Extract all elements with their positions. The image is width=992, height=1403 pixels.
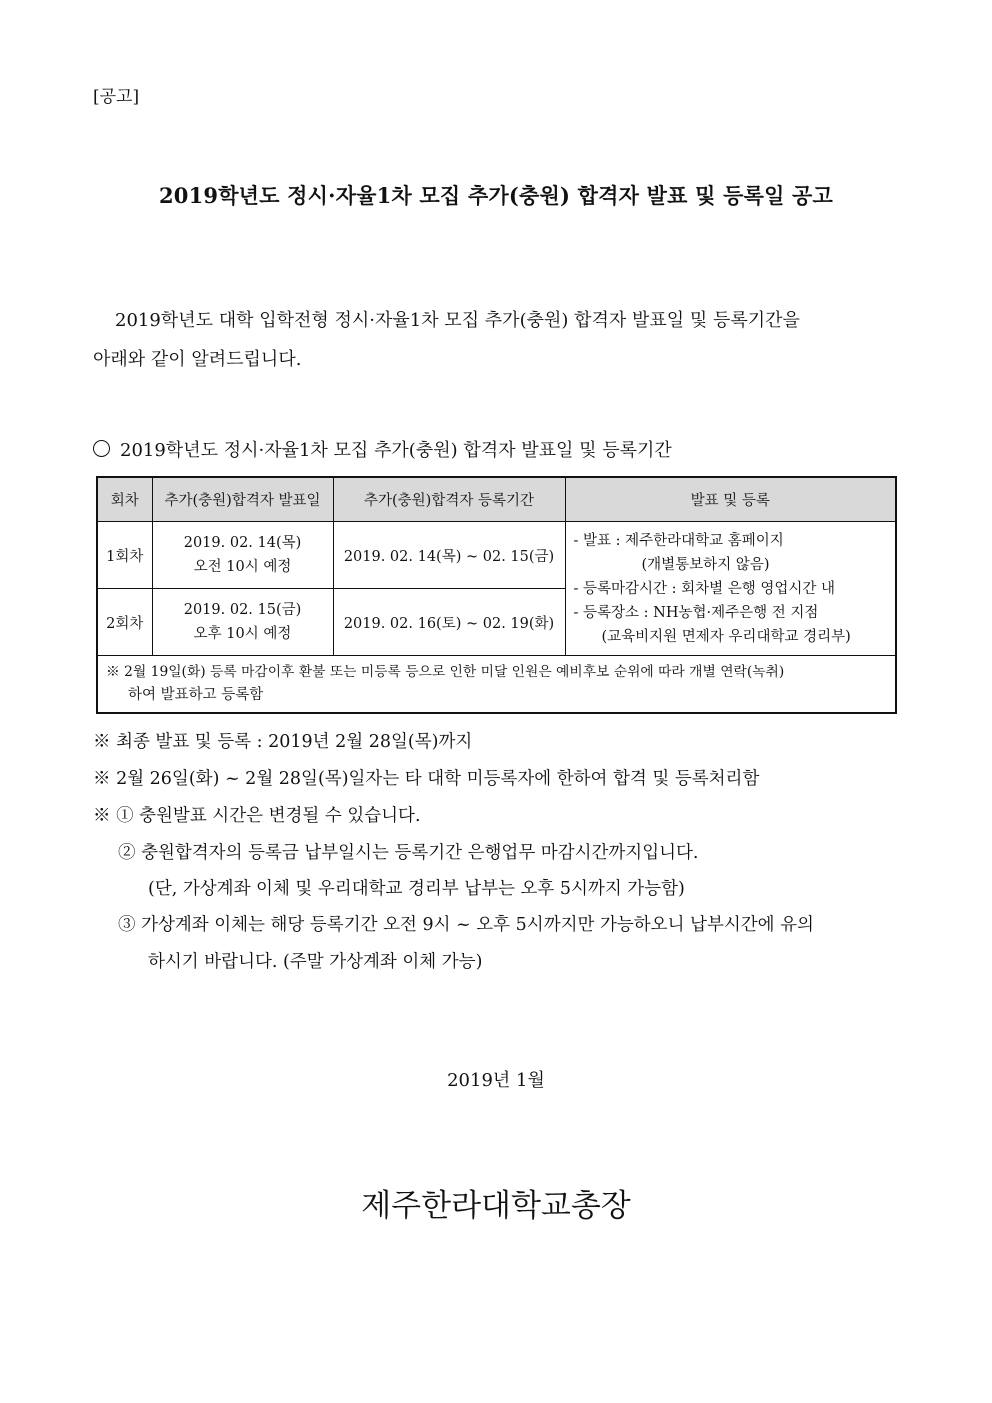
table-note-row	[97, 656, 896, 714]
note-item-2: ② 충원합격자의 등록금 납부일시는 등록기간 은행업무 마감시간까지입니다.	[118, 843, 699, 863]
info-line: (교육비지원 면제자 우리대학교 경리부)	[601, 628, 851, 645]
header-announce-register: 발표 및 등록	[565, 477, 896, 522]
table-header-row	[97, 477, 896, 522]
note-item-2-sub: (단, 가상계좌 이체 및 우리대학교 경리부 납부는 오후 5시까지 가능함)	[148, 879, 685, 899]
note-item-1: ※ ① 충원발표 시간은 변경될 수 있습니다.	[93, 806, 421, 826]
schedule-table	[96, 476, 897, 714]
other-university-note: ※ 2월 26일(화) ~ 2월 28일(목)일자는 타 대학 미등록자에 한하여 합격 및 등록처리함	[93, 769, 760, 789]
info-cell	[565, 522, 896, 656]
announce-date: 2019. 02. 15(금)	[183, 602, 302, 618]
period-cell: 2019. 02. 16(토) ~ 02. 19(화)	[333, 589, 565, 656]
header-round: 회차	[97, 477, 152, 522]
round-cell: 1회차	[97, 522, 152, 589]
header-announce-date: 추가(충원)합격자 발표일	[152, 477, 333, 522]
notice-tag: [공고]	[93, 87, 140, 107]
section-title: 2019학년도 정시·자율1차 모집 추가(충원) 합격자 발표일 및 등록기간	[120, 440, 672, 461]
header-register-period: 추가(충원)합격자 등록기간	[333, 477, 565, 522]
note-line-1: ※ 2월 19일(화) 등록 마감이후 환불 또는 미등록 등으로 인한 미달 인원은 예비후보 순위에 따라 개별 연락(녹취)	[106, 664, 785, 680]
page-title: 2019학년도 정시·자율1차 모집 추가(충원) 합격자 발표 및 등록일 공고	[158, 183, 834, 208]
info-line: - 등록마감시간 : 회차별 은행 영업시간 내	[573, 580, 836, 597]
info-line: (개별통보하지 않음)	[641, 556, 770, 573]
announce-cell	[152, 522, 333, 589]
info-line: - 등록장소 : NH농협·제주은행 전 지점	[573, 604, 819, 621]
info-line: - 발표 : 제주한라대학교 홈페이지	[573, 532, 784, 549]
signature: 제주한라대학교총장	[361, 1188, 631, 1224]
note-line-2: 하여 발표하고 등록함	[128, 687, 264, 703]
intro-line-1: 2019학년도 대학 입학전형 정시·자율1차 모집 추가(충원) 합격자 발표일 및 등록기간을	[115, 310, 800, 331]
circle-bullet-icon	[93, 440, 110, 457]
announce-time: 오전 10시 예정	[193, 559, 292, 575]
note-item-3-sub: 하시기 바랍니다. (주말 가상계좌 이체 가능)	[148, 952, 483, 972]
period-cell: 2019. 02. 14(목) ~ 02. 15(금)	[333, 522, 565, 589]
note-item-3: ③ 가상계좌 이체는 해당 등록기간 오전 9시 ~ 오후 5시까지만 가능하오니 납부시간에 유의	[118, 915, 814, 935]
table-row	[97, 522, 896, 589]
announce-time: 오후 10시 예정	[193, 626, 292, 642]
issue-date: 2019년 1월	[447, 1070, 545, 1091]
section-heading	[93, 436, 672, 462]
final-announce-note: ※ 최종 발표 및 등록 : 2019년 2월 28일(목)까지	[93, 732, 473, 752]
announce-date: 2019. 02. 14(목)	[183, 535, 302, 551]
announce-cell	[152, 589, 333, 656]
table-note	[97, 656, 896, 714]
intro-line-2: 아래와 같이 알려드립니다.	[93, 349, 302, 370]
round-cell: 2회차	[97, 589, 152, 656]
